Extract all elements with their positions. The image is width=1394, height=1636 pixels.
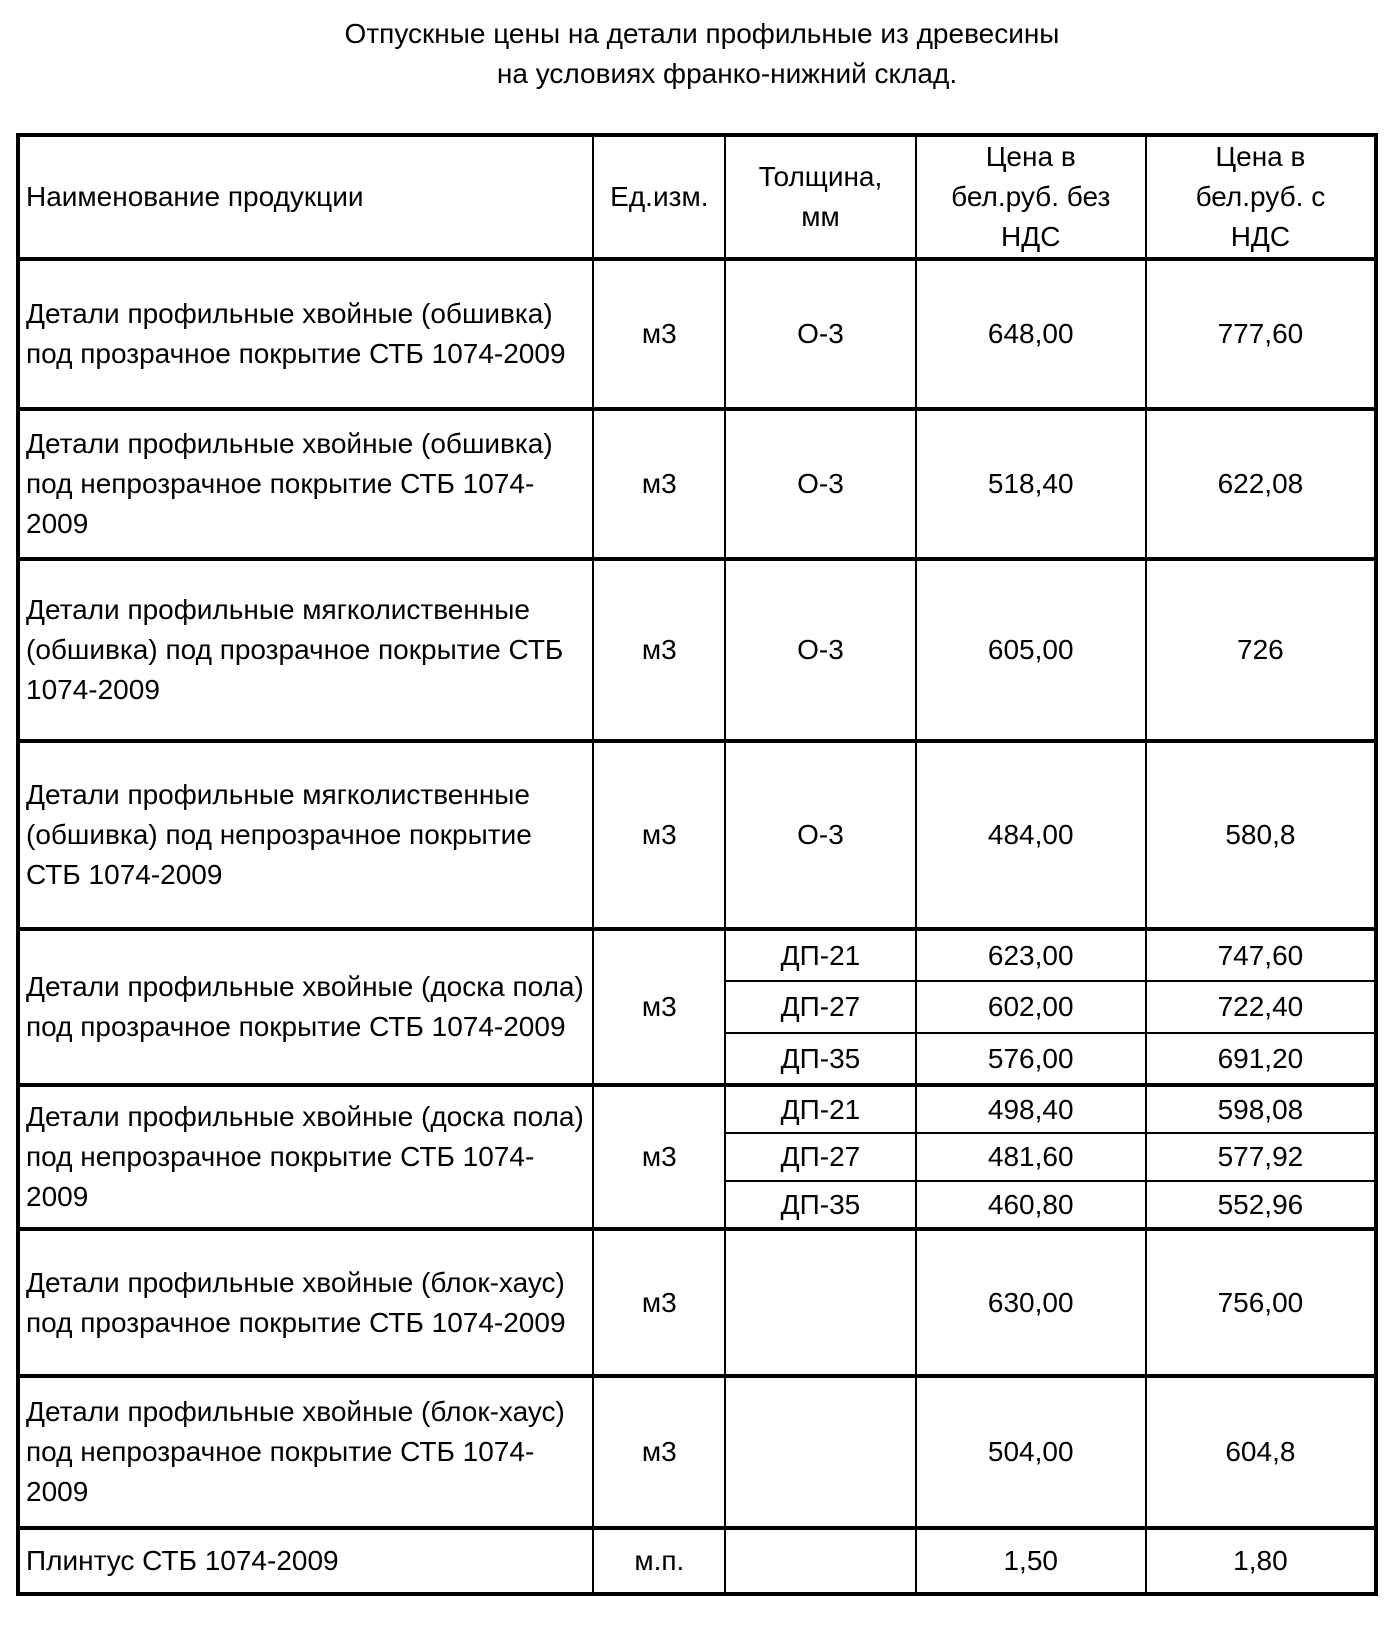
header-unit: Ед.изм. bbox=[593, 135, 725, 259]
thickness-cell: ДП-35 bbox=[725, 1033, 915, 1085]
table-row bbox=[18, 1229, 1376, 1376]
table-row bbox=[18, 559, 1376, 741]
product-name: Детали профильные мягколиственные (обшивка) под прозрачное покрытие СТБ 1074-2009 bbox=[18, 559, 593, 741]
price-no-vat-cell: 623,00 bbox=[916, 929, 1146, 981]
table-row bbox=[18, 1085, 1376, 1133]
thickness-cell bbox=[725, 1229, 915, 1376]
table-row bbox=[18, 929, 1376, 981]
unit-cell: м3 bbox=[593, 741, 725, 929]
product-name: Детали профильные хвойные (обшивка) под непрозрачное покрытие СТБ 1074-2009 bbox=[18, 409, 593, 559]
unit-cell: м3 bbox=[593, 559, 725, 741]
thickness-cell: О-3 bbox=[725, 559, 915, 741]
thickness-cell bbox=[725, 1376, 915, 1528]
price-vat-cell: 622,08 bbox=[1146, 409, 1376, 559]
product-name: Детали профильные мягколиственные (обшивка) под непрозрачное покрытие СТБ 1074-2009 bbox=[18, 741, 593, 929]
price-vat-cell: 580,8 bbox=[1146, 741, 1376, 929]
title-line-1: Отпускные цены на детали профильные из древесины bbox=[344, 18, 1060, 49]
unit-cell: м3 bbox=[593, 1085, 725, 1229]
price-no-vat-cell: 481,60 bbox=[916, 1133, 1146, 1181]
header-price-vat: Цена в бел.руб. с НДС bbox=[1146, 135, 1376, 259]
price-no-vat-cell: 504,00 bbox=[916, 1376, 1146, 1528]
price-vat-cell: 722,40 bbox=[1146, 981, 1376, 1033]
thickness-cell: ДП-21 bbox=[725, 1085, 915, 1133]
table-row bbox=[18, 1376, 1376, 1528]
thickness-cell: ДП-35 bbox=[725, 1181, 915, 1229]
thickness-cell: ДП-27 bbox=[725, 981, 915, 1033]
unit-cell: м3 bbox=[593, 1229, 725, 1376]
header-price-no-vat: Цена в бел.руб. без НДС bbox=[916, 135, 1146, 259]
price-table bbox=[16, 133, 1378, 1596]
product-name: Детали профильные хвойные (блок-хаус) под прозрачное покрытие СТБ 1074-2009 bbox=[18, 1229, 593, 1376]
price-no-vat-cell: 630,00 bbox=[916, 1229, 1146, 1376]
price-vat-cell: 756,00 bbox=[1146, 1229, 1376, 1376]
title-line-2: на условиях франко-нижний склад. bbox=[496, 58, 958, 89]
table-row bbox=[18, 741, 1376, 929]
price-vat-cell: 598,08 bbox=[1146, 1085, 1376, 1133]
table-header-row bbox=[18, 135, 1376, 259]
header-thickness: Толщина, мм bbox=[725, 135, 915, 259]
price-no-vat-cell: 576,00 bbox=[916, 1033, 1146, 1085]
thickness-cell: О-3 bbox=[725, 741, 915, 929]
thickness-cell: О-3 bbox=[725, 259, 915, 409]
unit-cell: м3 bbox=[593, 1376, 725, 1528]
price-no-vat-cell: 1,50 bbox=[916, 1528, 1146, 1594]
price-vat-cell: 552,96 bbox=[1146, 1181, 1376, 1229]
price-vat-cell: 1,80 bbox=[1146, 1528, 1376, 1594]
price-vat-cell: 604,8 bbox=[1146, 1376, 1376, 1528]
product-name: Детали профильные хвойные (обшивка) под прозрачное покрытие СТБ 1074-2009 bbox=[18, 259, 593, 409]
thickness-cell: ДП-27 bbox=[725, 1133, 915, 1181]
price-vat-cell: 726 bbox=[1146, 559, 1376, 741]
price-no-vat-cell: 605,00 bbox=[916, 559, 1146, 741]
table-row bbox=[18, 259, 1376, 409]
unit-cell: м.п. bbox=[593, 1528, 725, 1594]
price-no-vat-cell: 518,40 bbox=[916, 409, 1146, 559]
table-row bbox=[18, 1528, 1376, 1594]
price-no-vat-cell: 484,00 bbox=[916, 741, 1146, 929]
header-name: Наименование продукции bbox=[18, 135, 593, 259]
unit-cell: м3 bbox=[593, 929, 725, 1085]
price-vat-cell: 777,60 bbox=[1146, 259, 1376, 409]
thickness-cell: ДП-21 bbox=[725, 929, 915, 981]
thickness-cell: О-3 bbox=[725, 409, 915, 559]
document-title bbox=[0, 14, 1394, 94]
price-vat-cell: 747,60 bbox=[1146, 929, 1376, 981]
table-row bbox=[18, 409, 1376, 559]
price-no-vat-cell: 460,80 bbox=[916, 1181, 1146, 1229]
unit-cell: м3 bbox=[593, 409, 725, 559]
price-no-vat-cell: 648,00 bbox=[916, 259, 1146, 409]
price-no-vat-cell: 602,00 bbox=[916, 981, 1146, 1033]
product-name: Плинтус СТБ 1074-2009 bbox=[18, 1528, 593, 1594]
product-name: Детали профильные хвойные (блок-хаус) под непрозрачное покрытие СТБ 1074-2009 bbox=[18, 1376, 593, 1528]
price-vat-cell: 577,92 bbox=[1146, 1133, 1376, 1181]
price-vat-cell: 691,20 bbox=[1146, 1033, 1376, 1085]
unit-cell: м3 bbox=[593, 259, 725, 409]
price-no-vat-cell: 498,40 bbox=[916, 1085, 1146, 1133]
thickness-cell bbox=[725, 1528, 915, 1594]
product-name: Детали профильные хвойные (доска пола) под прозрачное покрытие СТБ 1074-2009 bbox=[18, 929, 593, 1085]
product-name: Детали профильные хвойные (доска пола) под непрозрачное покрытие СТБ 1074-2009 bbox=[18, 1085, 593, 1229]
